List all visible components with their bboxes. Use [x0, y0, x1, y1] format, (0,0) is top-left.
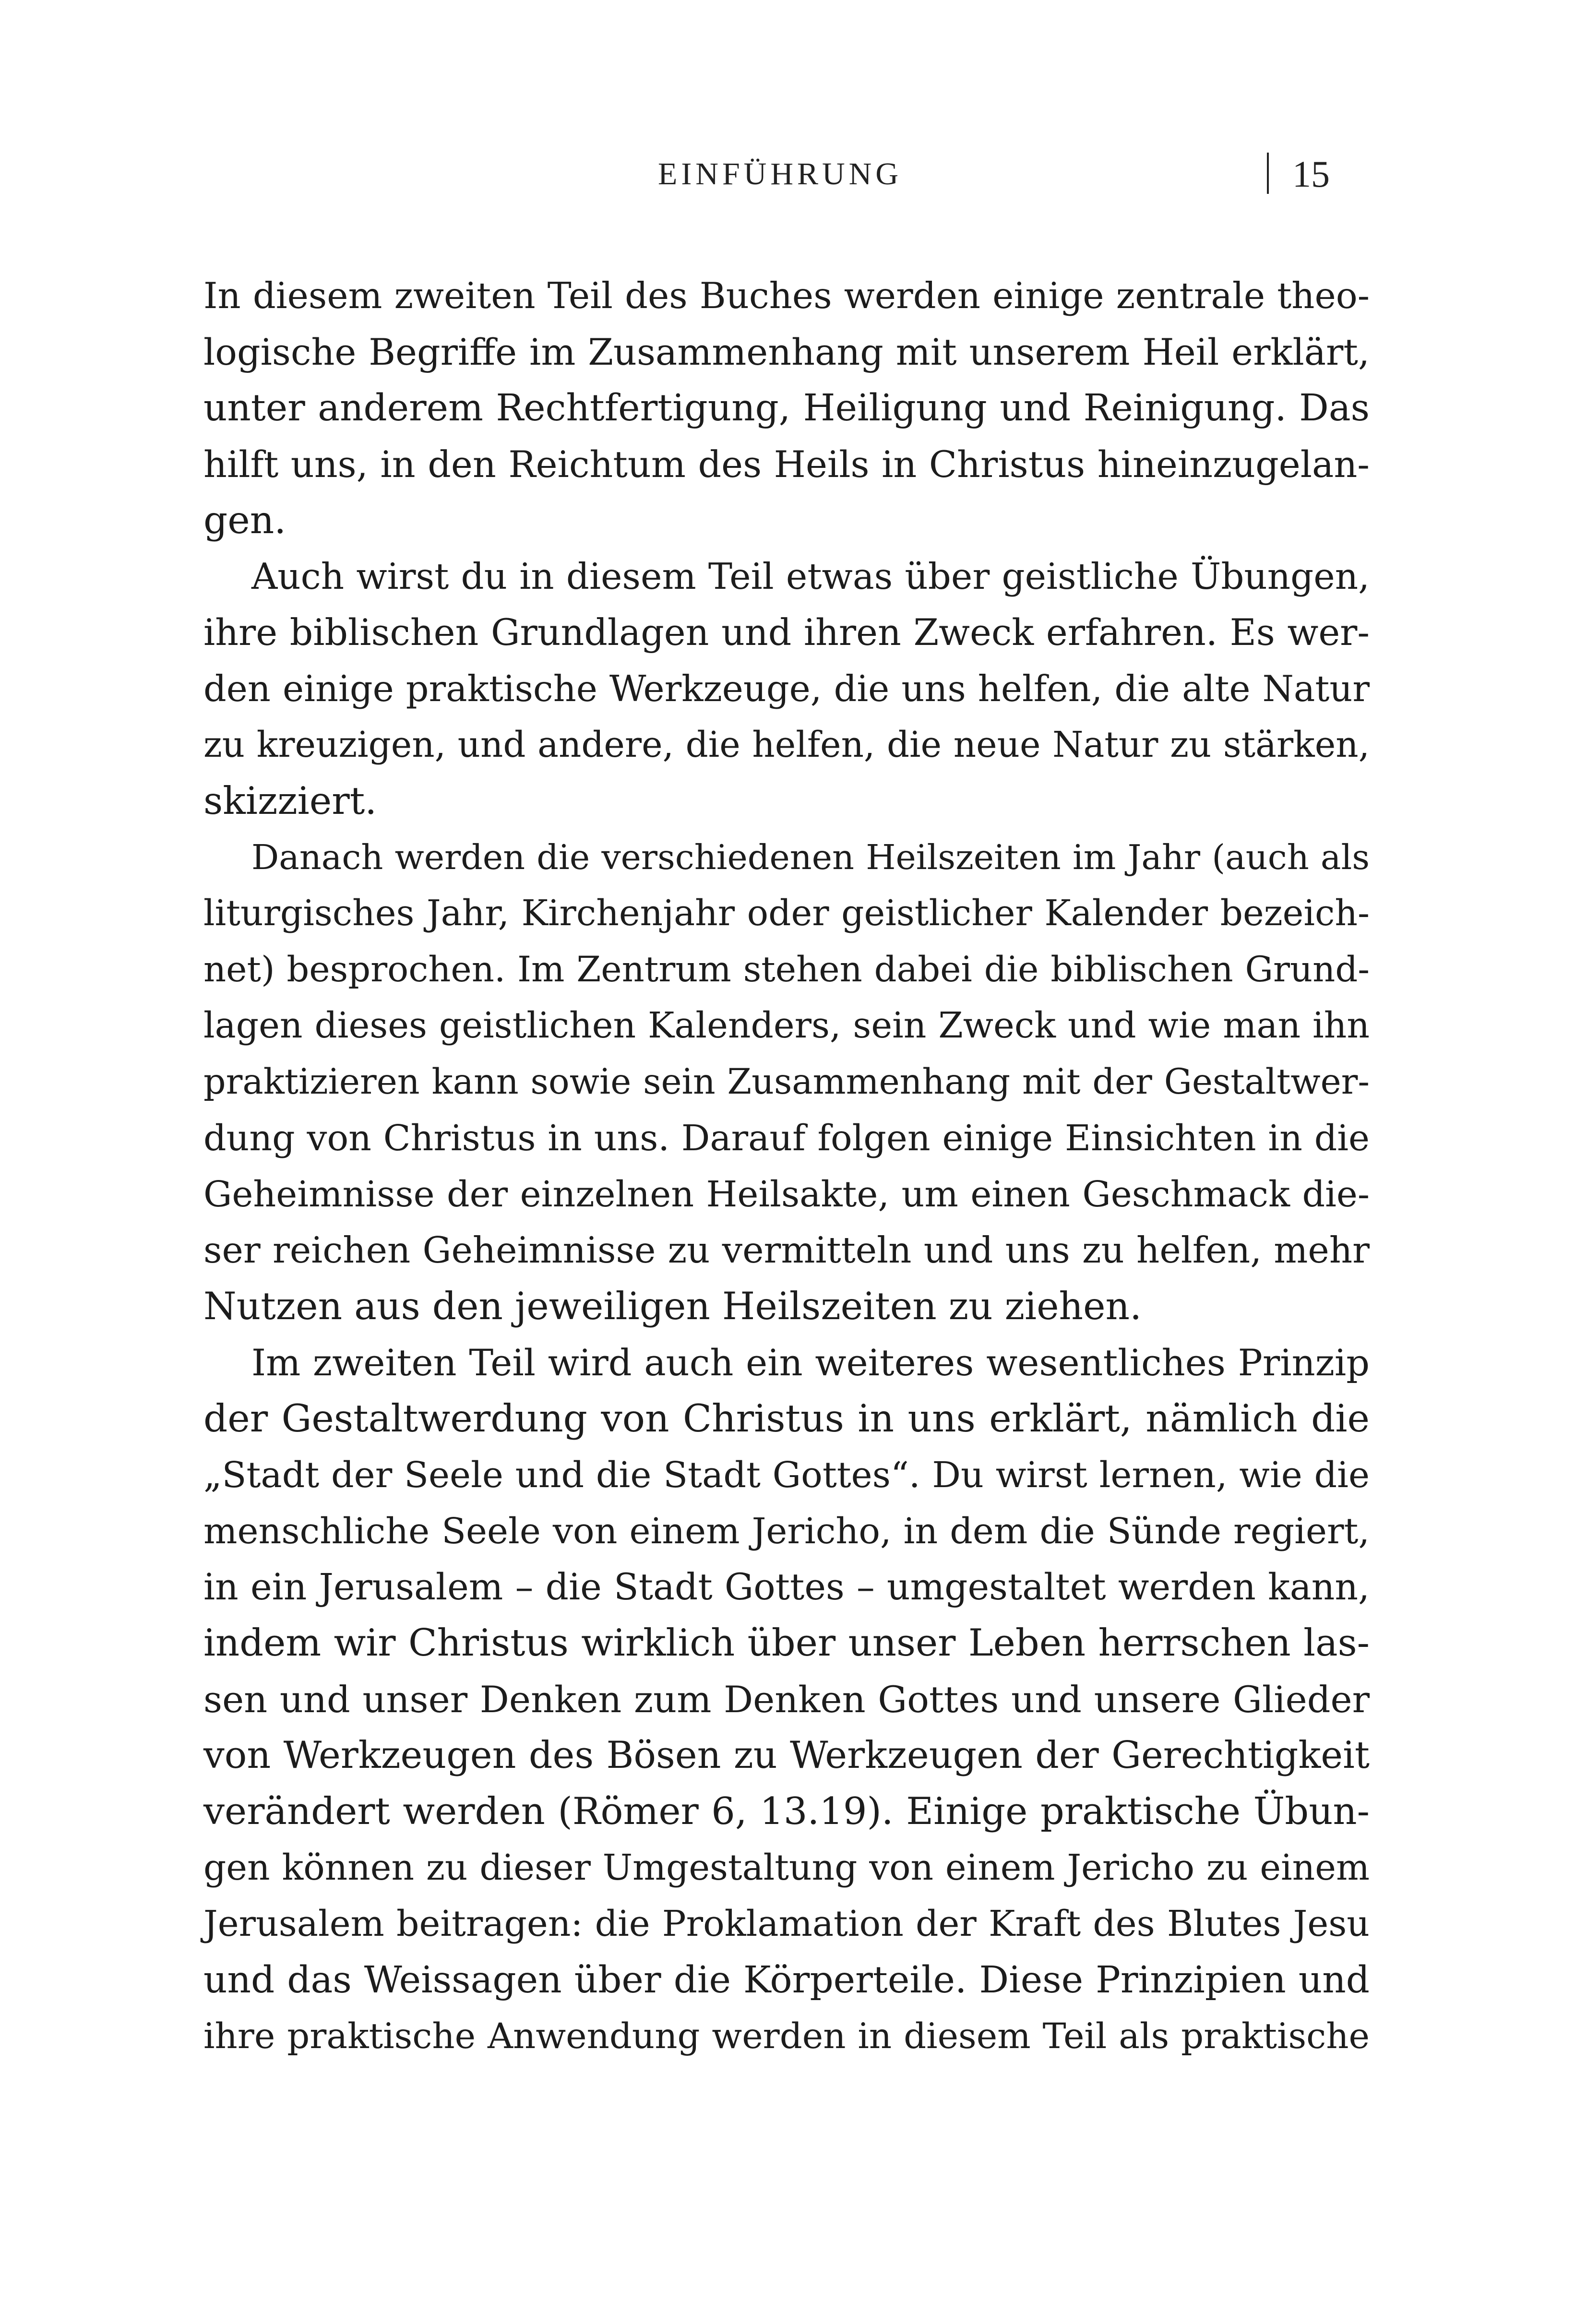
section-title: EINFÜHRUNG [658, 156, 902, 191]
text-line: und das Weissagen über die Körperteile. Diese Prinzipien und [203, 1959, 1370, 2002]
page-number: 15 [1292, 153, 1330, 195]
text-line: zu kreuzigen, und andere, die helfen, die neue Natur zu stärken, [203, 725, 1370, 765]
text-line: ihre biblischen Grundlagen und ihren Zweck erfahren. Es wer- [203, 611, 1370, 654]
text-line: in ein Jerusalem – die Stadt Gottes – umgestaltet werden kann, [203, 1566, 1370, 1608]
paragraph [203, 829, 1370, 1335]
text-line: Auch wirst du in diesem Teil etwas über geistliche Übungen, [251, 555, 1370, 597]
paragraph [203, 548, 1370, 829]
text-line: von Werkzeugen des Bösen zu Werkzeugen der Gerechtigkeit [203, 1734, 1370, 1777]
text-line: net) besprochen. Im Zentrum stehen dabei die biblischen Grund- [203, 949, 1370, 990]
paragraph [203, 1335, 1370, 2064]
text-line: den einige praktische Werkzeuge, die uns helfen, die alte Natur [203, 668, 1370, 710]
text-line: hilft uns, in den Reichtum des Heils in Christus hineinzugelan- [203, 443, 1370, 486]
text-line: gen. [203, 498, 286, 542]
text-line: praktizieren kann sowie sein Zusammenhang mit der Gestaltwer- [203, 1061, 1370, 1102]
text-line: Nutzen aus den jeweiligen Heilszeiten zu ziehen. [203, 1284, 1142, 1328]
text-line: dung von Christus in uns. Darauf folgen einige Einsichten in die [203, 1117, 1370, 1159]
text-line: Geheimnisse der einzelnen Heilsakte, um einen Geschmack die- [203, 1173, 1370, 1215]
text-line: Im zweiten Teil wird auch ein weiteres wesentliches Prinzip [251, 1341, 1370, 1384]
text-line: menschliche Seele von einem Jericho, in dem die Sünde regiert, [203, 1510, 1370, 1552]
text-line: unter anderem Rechtfertigung, Heiligung und Reinigung. Das [203, 387, 1370, 429]
text-line: der Gestaltwerdung von Christus in uns erklärt, nämlich die [203, 1396, 1370, 1441]
text-line: Jerusalem beitragen: die Proklamation der Kraft des Blutes Jesu [203, 1903, 1370, 1944]
text-line: ser reichen Geheimnisse zu vermitteln und uns zu helfen, mehr [203, 1229, 1370, 1271]
text-line: ihre praktische Anwendung werden in diesem Teil als praktische [203, 2016, 1370, 2057]
text-line: verändert werden (Römer 6, 13.19). Einige praktische Übun- [203, 1790, 1370, 1833]
text-line: In diesem zweiten Teil des Buches werden einige zentrale theo- [203, 275, 1370, 317]
page-number-separator [1267, 153, 1269, 194]
body-text [203, 268, 1370, 2064]
text-line: logische Begriffe im Zusammenhang mit unserem Heil erklärt, [203, 331, 1370, 373]
text-line: lagen dieses geistlichen Kalenders, sein Zweck und wie man ihn [203, 1005, 1370, 1046]
paragraph [203, 268, 1370, 548]
text-line: skizziert. [203, 779, 377, 823]
text-line: „Stadt der Seele und die Stadt Gottes“. Du wirst lernen, wie die [203, 1454, 1370, 1496]
text-line: sen und unser Denken zum Denken Gottes und unsere Glieder [203, 1678, 1370, 1721]
text-line: liturgisches Jahr, Kirchenjahr oder geistlicher Kalender bezeich- [203, 893, 1370, 934]
text-line: gen können zu dieser Umgestaltung von einem Jericho zu einem [203, 1847, 1370, 1888]
text-line: Danach werden die verschiedenen Heilszeiten im Jahr (auch als [251, 837, 1370, 877]
text-line: indem wir Christus wirklich über unser Leben herrschen las- [203, 1621, 1370, 1665]
running-header [0, 153, 1587, 205]
